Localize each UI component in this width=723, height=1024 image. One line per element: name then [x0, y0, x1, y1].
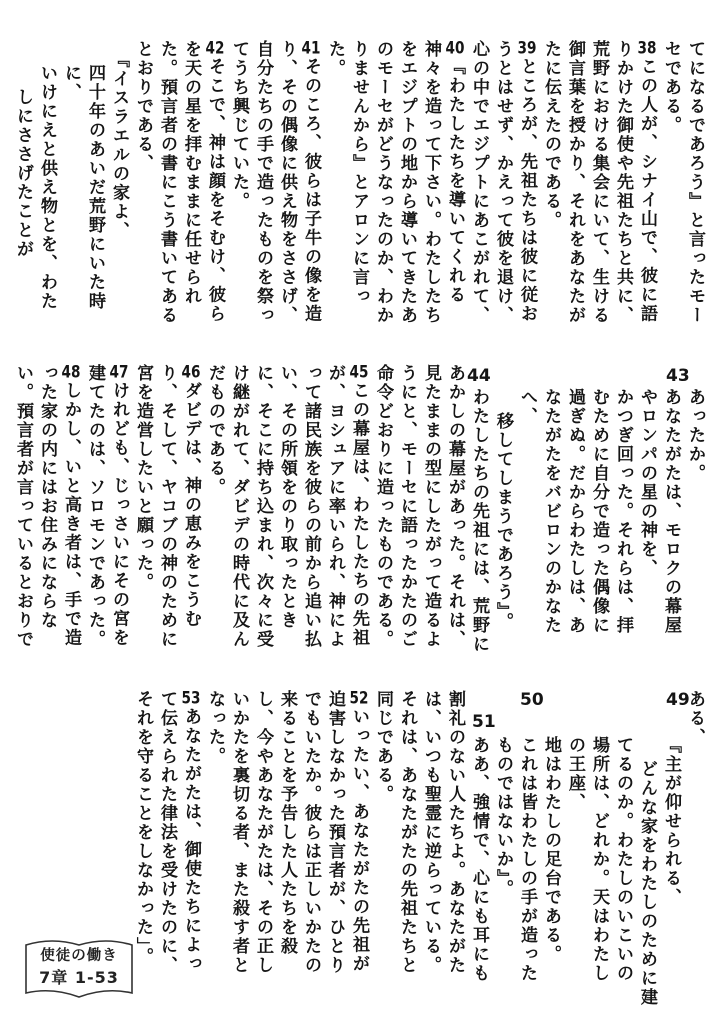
- text-column: が、ヨシュアに率いられ、神によ: [325, 364, 345, 649]
- text-column: いかたを裏切る者、また殺す者と: [229, 690, 249, 975]
- text-column: 建てたのは、ソロモンであった。: [85, 364, 105, 649]
- text-column: を天の星を拝むままに任せられ: [181, 40, 201, 306]
- text-column: に、: [61, 64, 81, 102]
- text-column: それは、あなたがたの先祖たちと: [397, 690, 417, 975]
- verse-number: 48: [61, 364, 81, 382]
- verse-number-50: 50: [520, 690, 544, 710]
- text-column: わたしたちの先祖には、荒野に: [469, 388, 489, 654]
- chapter-reference-badge: [24, 935, 134, 999]
- text-column: うにと、モーセに語ったかたのご: [397, 364, 417, 649]
- text-column: りませんから』とアロンに言っ: [349, 40, 369, 306]
- text-column: 見たままの型にしたがって造るよ: [421, 364, 441, 649]
- text-column: の王座、: [565, 736, 585, 812]
- text-column: たに伝えたのである。: [541, 40, 561, 230]
- verse-number-49: 49: [666, 690, 690, 710]
- text-column: しにささげたことが: [13, 88, 33, 259]
- text-column: かつぎ回った。それらは、拝: [613, 388, 633, 635]
- text-column: た。: [325, 40, 345, 78]
- verse-number: 41: [301, 40, 321, 58]
- text-column: セである。: [661, 40, 681, 135]
- text-column: り、その偶像に供え物をささげ、: [277, 40, 297, 325]
- verse-number-43: 43: [666, 366, 690, 386]
- text-column: 45この幕屋は、わたしたちの先祖: [349, 364, 369, 648]
- text-column: 場所は、どれか。天はわたし: [589, 736, 609, 983]
- text-column: あかしの幕屋があった。それは、: [445, 364, 465, 649]
- text-column: だものである。: [205, 364, 225, 497]
- text-column: い。預言者が言っているとおりで: [13, 364, 33, 649]
- text-column: った家の内にはお住みにならな: [37, 364, 57, 630]
- text-column: 46ダビデは、神の恵みをこうむ: [181, 364, 201, 629]
- text-column: 移してしまうであろう』。: [493, 412, 513, 632]
- text-column: 52いったい、あなたがたの先祖が: [349, 690, 369, 974]
- verse-number: 39: [517, 40, 537, 58]
- verse-number-51: 51: [472, 712, 496, 732]
- text-column: 53あなたがたは、御使たちによっ: [181, 690, 201, 974]
- text-column: 48しかし、いと高き者は、手で造: [61, 364, 81, 648]
- text-column: 自分たちの手で造ったものを祭っ: [253, 40, 273, 325]
- text-column: をエジプトの地から導いてきたあ: [397, 40, 417, 325]
- text-column: ああ、強情で、心にも耳にも: [469, 736, 489, 983]
- text-column: いけにえと供え物とを、わた: [37, 64, 57, 311]
- text-column: むために自分で造った偶像に: [589, 388, 609, 635]
- text-column: うとはせず、かえって彼を退け、: [493, 40, 513, 325]
- text-column: 41そのころ、彼らは子牛の像を造: [301, 40, 321, 324]
- text-column: へ、: [517, 388, 537, 426]
- text-column: のモーセがどうなったのか、わか: [373, 40, 393, 325]
- text-column: てになるであろう』と言ったモー: [685, 40, 705, 325]
- verse-number: 47: [109, 364, 129, 382]
- text-column: てるのか。わたしのいこいの: [613, 736, 633, 983]
- verse-number: 40: [445, 40, 465, 58]
- text-column: 迫害しなかった預言者が、ひとり: [325, 690, 345, 975]
- text-column: し、今やあなたがたは、その正し: [253, 690, 273, 975]
- verse-number: 42: [205, 40, 225, 58]
- text-column: どんな家をわたしのために建: [637, 760, 657, 1007]
- text-column: 宮を造営したいと願った。: [133, 364, 153, 592]
- text-column: なたがたをバビロンのかなた: [541, 388, 561, 635]
- text-column: り、そして、ヤコブの神のために: [157, 364, 177, 649]
- text-column: 『イスラエルの家よ、: [109, 40, 129, 241]
- text-column: 荒野における集会にいて、生ける: [589, 40, 609, 325]
- text-column: は、いつも聖霊に逆らっている。: [421, 690, 441, 975]
- verse-number: 38: [637, 40, 657, 58]
- verse-number: 46: [181, 364, 201, 382]
- verse-number: 53: [181, 690, 201, 708]
- text-column: とおりである、: [133, 40, 153, 173]
- text-column: 過ぎぬ。だからわたしは、あ: [565, 388, 585, 635]
- text-column: って諸民族を彼らの前から追い払: [301, 364, 321, 649]
- text-column: 来ることを予告した人たちを殺: [277, 690, 297, 956]
- text-column: 39ところが、先祖たちは彼に従お: [517, 40, 537, 324]
- text-column: い、その所領をのり取ったとき: [277, 364, 297, 630]
- text-column: 四十年のあいだ荒野にいた時: [85, 64, 105, 311]
- text-column: やロンパの星の神を、: [637, 388, 657, 578]
- text-column: ものではないか』。: [493, 736, 513, 899]
- text-column: け継がれて、ダビデの時代に及ん: [229, 364, 249, 649]
- text-column: あったか。: [685, 388, 705, 483]
- text-column: てうち興じていた。: [229, 40, 249, 211]
- text-column: 地はわたしの足台である。: [541, 736, 561, 964]
- text-column: 命令どおりに造ったものである。: [373, 364, 393, 649]
- text-column: 心の中でエジプトにあこがれて、: [469, 40, 489, 325]
- text-column: 御言葉を授かり、それをあなたが: [565, 40, 585, 325]
- verse-number: 52: [349, 690, 369, 708]
- text-column: に、そこに持ち込まれ、次々に受: [253, 364, 273, 649]
- text-column: これは皆わたしの手が造った: [517, 736, 537, 983]
- text-column: 42そこで、神は顔をそむけ、彼ら: [205, 40, 225, 324]
- text-column: なった。: [205, 690, 225, 766]
- text-column: でもいたか。彼らは正しいかたの: [301, 690, 321, 975]
- text-column: あなたがたは、モロクの幕屋: [661, 388, 681, 635]
- text-column: た。預言者の書にこう書いてある: [157, 40, 177, 325]
- text-column: 『主が仰せられる、: [661, 736, 681, 907]
- chapter-verse-range: 7章 1-53: [39, 968, 119, 987]
- text-column: 40『わたしたちを導いてくれる: [445, 40, 465, 305]
- text-column: りかけた御使や先祖たちと共に、: [613, 40, 633, 325]
- text-column: 割礼のない人たちよ。あなたがた: [445, 690, 465, 975]
- text-column: て伝えられた律法を受けたのに、: [157, 690, 177, 975]
- book-title: 使徒の働き: [40, 948, 118, 964]
- text-column: 神々を造って下さい。わたしたち: [421, 40, 441, 325]
- verse-number-44: 44: [467, 366, 491, 386]
- text-column: 38この人が、シナイ山で、彼に語: [637, 40, 657, 324]
- text-column: それを守ることをしなかった」。: [133, 690, 153, 967]
- text-column: 47けれども、じっさいにその宮を: [109, 364, 129, 648]
- text-column: ある、: [685, 690, 705, 747]
- text-column: 同じである。: [373, 690, 393, 804]
- verse-number: 45: [349, 364, 369, 382]
